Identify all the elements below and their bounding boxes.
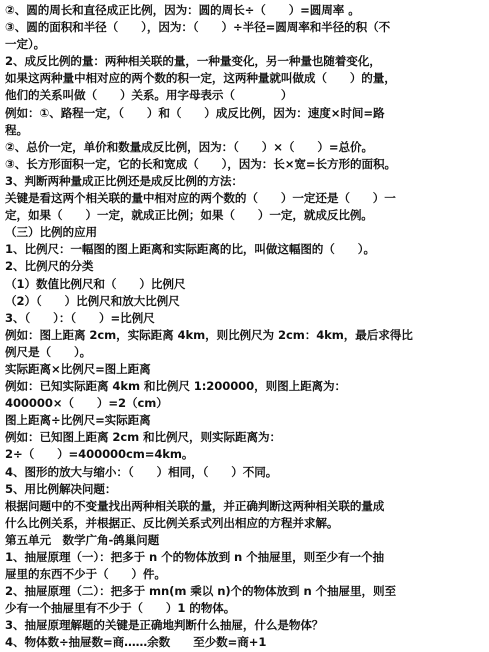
text-line: （1）数值比例尺和（ ）比例尺	[5, 276, 186, 291]
text-line: 例如：图上距离 2cm，实际距离 4km，则比例尺为 2cm：4km，最后求得比	[5, 327, 413, 342]
text-line: ②、总价一定，单价和数量成反比例，因为：（ ）×（ ）=总价。	[5, 139, 373, 154]
text-line: 他们的关系叫做（ ）关系。用字母表示（ ）	[5, 88, 293, 103]
text-line: 3、判断两种量成正比例还是成反比例的方法：	[5, 173, 243, 188]
text-line: 2、成反比例的量：两种相关联的量，一种量变化，另一种量也随着变化，	[5, 54, 381, 69]
section-heading: （三）比例的应用	[5, 225, 97, 240]
text-line: ③、圆的面积和半径（ ），因为：（ ）÷半径=圆周率和半径的积（不	[5, 20, 391, 35]
text-line: 2、比例尺的分类	[5, 259, 94, 274]
text-line: 少有一个抽屉里有不少于（ ）1 的物体。	[5, 601, 236, 616]
text-line: 例如：已知图上距离 2cm 和比例尺，则实际距离为：	[5, 430, 281, 445]
unit-heading: 第五单元 数学广角-鸽巢问题	[5, 532, 160, 547]
text-line: （2）（ ）比例尺和放大比例尺	[5, 293, 180, 308]
text-line: 例如：已知实际距离 4km 和比例尺 1:200000，则图上距离为：	[5, 379, 347, 394]
text-line: 程。	[5, 122, 28, 137]
text-line: 2÷（ ）=400000cm=4km。	[5, 447, 194, 462]
text-line: 3、抽屉原理解题的关键是正确地判断什么抽屉，什么是物体？	[5, 618, 324, 633]
text-line: ②、圆的周长和直径成正比例，因为：圆的周长÷（ ）=圆周率 。	[5, 3, 360, 17]
text-line: 4、图形的放大与缩小：（ ）相同，（ ）不同。	[5, 464, 278, 479]
text-line: 4、物体数÷抽屉数=商……余数 至少数=商+1	[5, 635, 267, 650]
text-line: 关键是看这两个相关联的量中相对应的两个数的（ ）一定还是（ ）一	[5, 191, 396, 206]
text-line: 如果这两种量中相对应的两个数的积一定，这两种量就叫做成（ ）的量，	[5, 71, 396, 86]
text-line: 2、抽屉原理（二）：把多于 mn(m 乘以 n)个的物体放到 n 个抽屉里，则至	[5, 584, 397, 599]
text-line: 定，如果（ ）一定，就成正比例；如果（ ）一定，就成反比例。	[5, 208, 373, 223]
text-line: 5、用比例解决问题：	[5, 481, 117, 496]
text-line: 屉里的东西不少于（ ）件。	[5, 567, 166, 582]
text-line: 1、比例尺：一幅图的图上距离和实际距离的比，叫做这幅图的（ ）。	[5, 242, 375, 257]
text-line: ③、长方形面积一定，它的长和宽成（ ），因为：长×宽=长方形的面积。	[5, 156, 396, 171]
text-line: 1、抽屉原理（一）：把多于 n 个的物体放到 n 个抽屉里，则至少有一个抽	[5, 550, 385, 564]
text-line: 一定）。	[5, 37, 46, 52]
text-line: 例尺是（ ）。	[5, 344, 92, 359]
text-line: 例如：①、路程一定，（ ）和（ ）成反比例，因为：速度×时间=路	[5, 105, 385, 120]
text-line: 400000×（ ）=2（cm）	[5, 396, 168, 411]
text-line: 根据问题中的不变量找出两种相关联的量，并正确判断这两种相关联的量成	[5, 498, 385, 513]
text-line: 什么比例关系，并根据正、反比例关系式列出相应的方程并求解。	[5, 515, 339, 530]
text-line: 3、（ ）：（ ）=比例尺	[5, 310, 155, 325]
text-line: 实际距离×比例尺=图上距离	[5, 361, 151, 376]
text-line: 图上距离÷比例尺=实际距离	[5, 413, 151, 428]
